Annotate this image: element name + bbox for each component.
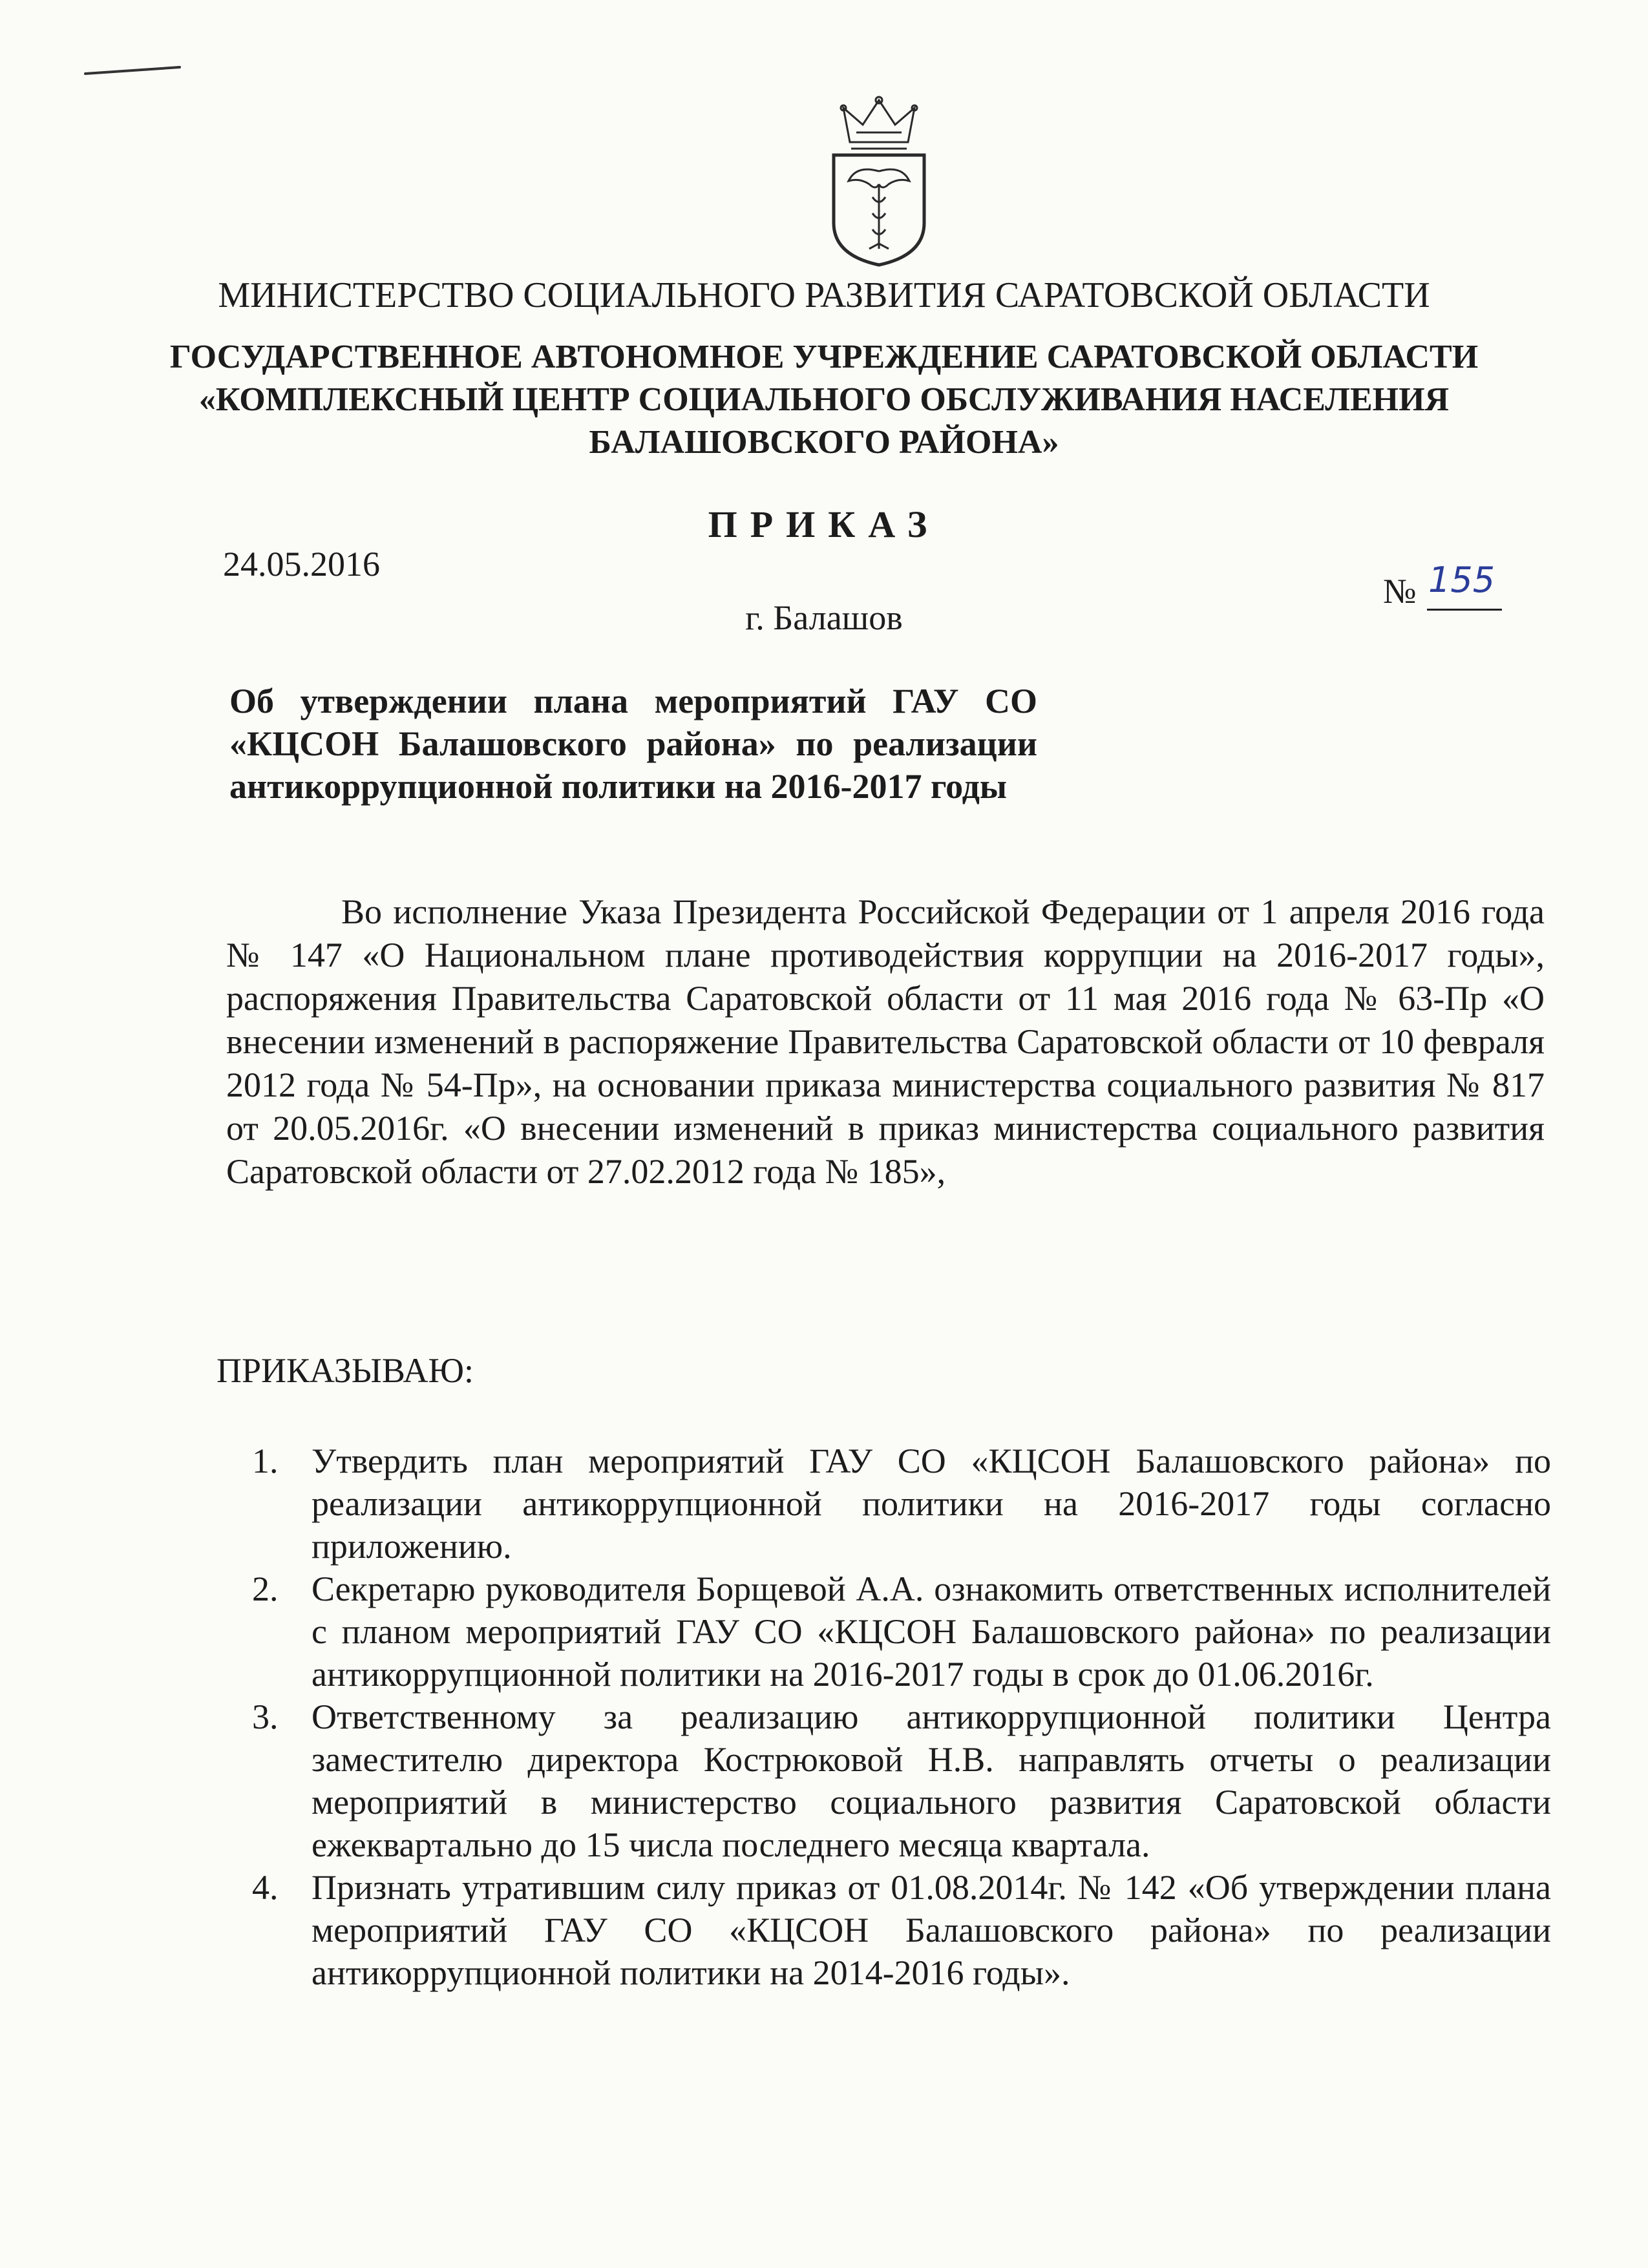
document-title: ПРИКАЗ	[708, 503, 940, 545]
item-number: 4.	[252, 1868, 279, 1907]
order-item	[252, 1696, 1551, 1866]
item-text: Утвердить план мероприятий ГАУ СО «КЦСОН Балашовского района» по реализации антикоррупционной политики на 2016-2017 годы согласно приложению.	[312, 1442, 1551, 1566]
item-number: 1.	[252, 1442, 279, 1480]
order-item	[252, 1568, 1551, 1696]
saratov-coat-of-arms-icon	[818, 94, 940, 268]
number-sign: №	[1383, 572, 1417, 611]
city-name: г. Балашов	[745, 598, 903, 637]
item-number: 3.	[252, 1697, 279, 1736]
handwritten-number: 155	[1428, 560, 1495, 600]
item-text: Признать утратившим силу приказ от 01.08.2014г. № 142 «Об утверждении плана мероприятий ГАУ СО «КЦСОН Балашовского района» по реализации антикоррупционной политики на 2014-2016 годы».	[312, 1868, 1551, 1992]
pen-stroke-mark	[84, 65, 181, 78]
order-item	[252, 1866, 1551, 1994]
institution-line-3: БАЛАШОВСКОГО РАЙОНА»	[589, 424, 1059, 461]
institution-line-2: «КОМПЛЕКСНЫЙ ЦЕНТР СОЦИАЛЬНОГО ОБСЛУЖИВАНИЯ НАСЕЛЕНИЯ	[198, 381, 1450, 418]
order-items-list	[252, 1440, 1551, 1994]
order-item	[252, 1440, 1551, 1568]
order-subject: Об утверждении плана мероприятий ГАУ СО «КЦСОН Балашовского района» по реализации антикоррупционной политики на 2016-2017 годы	[229, 682, 1037, 806]
document-date: 24.05.2016	[223, 545, 380, 583]
item-text: Ответственному за реализацию антикоррупционной политики Центра заместителю директора Кострюковой Н.В. направлять отчеты о реализации мероприятий в министерство социального развития Саратовской области ежеквартально до 15 числа последнего месяца квартала.	[312, 1697, 1551, 1864]
item-text: Секретарю руководителя Борщевой А.А. ознакомить ответственных исполнителей с планом мероприятий ГАУ СО «КЦСОН Балашовского района» по реализации антикоррупционной политики на 2016-2017 годы в срок до 01.06.2016г.	[312, 1570, 1551, 1694]
institution-line-1: ГОСУДАРСТВЕННОЕ АВТОНОМНОЕ УЧРЕЖДЕНИЕ САРАТОВСКОЙ ОБЛАСТИ	[169, 339, 1479, 375]
item-number: 2.	[252, 1570, 279, 1608]
institution-name	[0, 336, 1648, 464]
order-directive: ПРИКАЗЫВАЮ:	[217, 1351, 474, 1390]
ministry-name: МИНИСТЕРСТВО СОЦИАЛЬНОГО РАЗВИТИЯ САРАТОВСКОЙ ОБЛАСТИ	[218, 275, 1430, 315]
preamble-paragraph: Во исполнение Указа Президента Российской Федерации от 1 апреля 2016 года № 147 «О Национальном плане противодействия коррупции на 2016-2017 годы», распоряжения Правительства Саратовской области от 11 мая 2016 года № 63-Пр «О внесении изменений в распоряжение Правительства Саратовской области от 10 февраля 2012 года № 54-Пр», на основании приказа министерства социального развития № 817 от 20.05.2016г. «О внесении изменений в приказ министерства социального развития Саратовской области от 27.02.2012 года № 185»,	[226, 892, 1545, 1191]
